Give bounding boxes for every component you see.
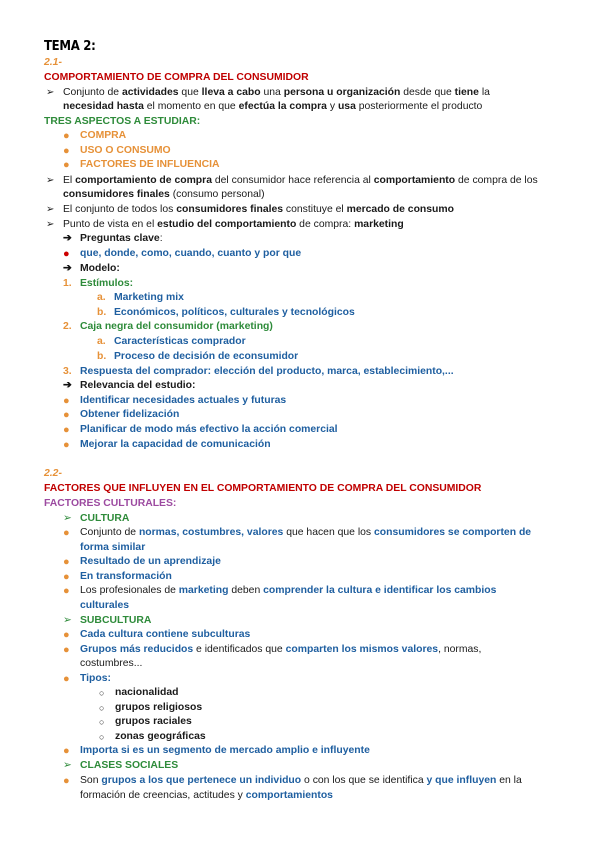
list-item: Planificar de modo más efectivo la acción comercial (80, 424, 338, 435)
list-item: Mejorar la capacidad de comunicación (80, 439, 271, 450)
paragraph-line: Conjunto de normas, costumbres, valores que hacen que los consumidores se comporten de (80, 527, 532, 538)
subheading-cultura: CULTURA (80, 513, 130, 524)
tipos-label: Tipos: (80, 673, 111, 684)
definition-line: Conjunto de actividades que lleva a cabo una persona u organización desde que tiene la (63, 87, 490, 98)
section-heading: COMPORTAMIENTO DE COMPRA DEL CONSUMIDOR (44, 72, 309, 83)
paragraph-line-continued: costumbres... (80, 658, 143, 669)
circle-bullet-icon: ○ (99, 688, 105, 698)
definition-line-continued: necesidad hasta el momento en que efectúa la compra y usa posteriormente el producto (63, 101, 483, 112)
section-heading: FACTORES QUE INFLUYEN EN EL COMPORTAMIENTO DE COMPRA DEL CONSUMIDOR (44, 483, 482, 494)
arrowhead-bullet-icon: ➢ (46, 204, 55, 215)
list-letter: a. (97, 336, 106, 347)
list-item: Resultado de un aprendizaje (80, 556, 221, 567)
subheading-subcultura: SUBCULTURA (80, 615, 152, 626)
list-item: grupos religiosos (115, 702, 203, 713)
modelo-label: Modelo: (80, 263, 120, 274)
list-number: 2. (63, 321, 72, 332)
paragraph-line-continued: consumidores finales (consumo personal) (63, 189, 265, 200)
list-item: grupos raciales (115, 716, 192, 727)
bullet-dot-icon: ● (63, 439, 70, 451)
list-number: 3. (63, 366, 72, 377)
list-item: Identificar necesidades actuales y futuras (80, 395, 287, 406)
document-title: TEMA 2: (44, 39, 96, 54)
arrow-right-icon: ➔ (63, 380, 72, 391)
circle-bullet-icon: ○ (99, 717, 105, 727)
list-letter: b. (97, 351, 107, 362)
paragraph-line-continued: forma similar (80, 542, 146, 553)
list-letter: b. (97, 307, 107, 318)
arrow-right-icon: ➔ (63, 263, 72, 274)
section-number: 2.2- (44, 468, 62, 479)
section-number: 2.1- (44, 57, 62, 68)
paragraph-line: El conjunto de todos los consumidores finales constituye el mercado de consumo (63, 204, 454, 215)
paragraph-line: Punto de vista en el estudio del comportamiento de compra: marketing (63, 219, 404, 230)
paragraph-line: El comportamiento de compra del consumidor hace referencia al comportamiento de compra de los (63, 175, 538, 186)
arrowhead-bullet-icon: ➢ (46, 175, 55, 186)
list-item: En transformación (80, 571, 172, 582)
bullet-dot-icon: ● (63, 424, 70, 436)
list-item: Cada cultura contiene subculturas (80, 629, 251, 640)
list-item: Caja negra del consumidor (marketing) (80, 321, 273, 332)
bullet-dot-icon: ● (63, 629, 70, 641)
list-item: COMPRA (80, 130, 127, 141)
arrowhead-bullet-icon: ➢ (63, 760, 72, 771)
list-number: 1. (63, 278, 72, 289)
list-item: Económicos, políticos, culturales y tecnológicos (114, 307, 355, 318)
bullet-dot-icon: ● (63, 585, 70, 597)
bullet-dot-icon: ● (63, 395, 70, 407)
bullet-dot-icon: ● (63, 556, 70, 568)
list-item: FACTORES DE INFLUENCIA (80, 159, 220, 170)
paragraph-line: Grupos más reducidos e identificados que comparten los mismos valores, normas, (80, 644, 482, 655)
preguntas-text: que, donde, como, cuando, cuanto y por que (80, 248, 302, 259)
list-letter: a. (97, 292, 106, 303)
bullet-dot-icon: ● (63, 159, 70, 171)
list-item: Proceso de decisión de econsumidor (114, 351, 299, 362)
list-item: zonas geográficas (115, 731, 206, 742)
arrow-right-icon: ➔ (63, 233, 72, 244)
list-item: Importa si es un segmento de mercado amplio e influyente (80, 745, 370, 756)
subheading-tres-aspectos: TRES ASPECTOS A ESTUDIAR: (44, 116, 201, 127)
paragraph-line: Los profesionales de marketing deben comprender la cultura e identificar los cambios (80, 585, 497, 596)
arrowhead-bullet-icon: ➢ (46, 87, 55, 98)
bullet-dot-icon: ● (63, 745, 70, 757)
bullet-dot-icon: ● (63, 130, 70, 142)
list-item: Respuesta del comprador: elección del producto, marca, establecimiento,... (80, 366, 454, 377)
list-item: USO O CONSUMO (80, 145, 171, 156)
list-item: Estímulos: (80, 278, 134, 289)
paragraph-line-continued: culturales (80, 600, 130, 611)
list-item: Marketing mix (114, 292, 184, 303)
arrowhead-bullet-icon: ➢ (46, 219, 55, 230)
list-item: Obtener fidelización (80, 409, 180, 420)
bullet-dot-icon: ● (63, 571, 70, 583)
bullet-dot-icon: ● (63, 527, 70, 539)
bullet-dot-icon: ● (63, 248, 70, 260)
bullet-dot-icon: ● (63, 145, 70, 157)
bullet-dot-icon: ● (63, 775, 70, 787)
paragraph-line-continued: formación de creencias, actitudes y comportamientos (80, 790, 333, 801)
arrowhead-bullet-icon: ➢ (63, 513, 72, 524)
relevancia-label: Relevancia del estudio: (80, 380, 196, 391)
bullet-dot-icon: ● (63, 409, 70, 421)
preguntas-clave-label: Preguntas clave: (80, 233, 163, 244)
circle-bullet-icon: ○ (99, 732, 105, 742)
subheading-factores-culturales: FACTORES CULTURALES: (44, 498, 177, 509)
bullet-dot-icon: ● (63, 673, 70, 685)
list-item: nacionalidad (115, 687, 179, 698)
circle-bullet-icon: ○ (99, 703, 105, 713)
subheading-clases-sociales: CLASES SOCIALES (80, 760, 179, 771)
bullet-dot-icon: ● (63, 644, 70, 656)
paragraph-line: Son grupos a los que pertenece un individuo o con los que se identifica y que influyen en la (80, 775, 522, 786)
arrowhead-bullet-icon: ➢ (63, 615, 72, 626)
list-item: Características comprador (114, 336, 246, 347)
